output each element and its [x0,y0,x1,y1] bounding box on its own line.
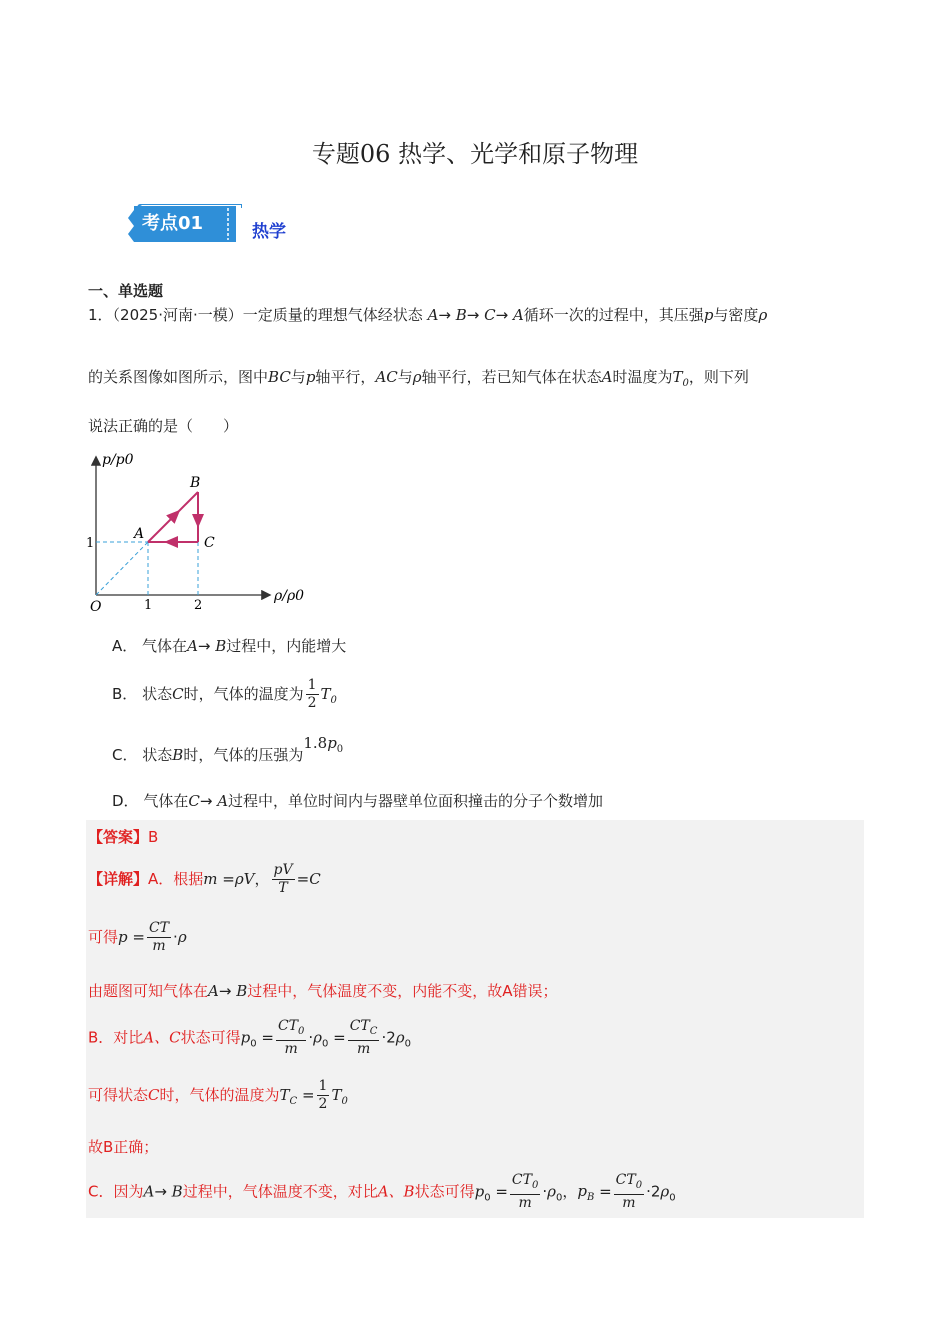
question-line-1: 1．（2025·河南·一模）一定质量的理想气体经状态 A→ B→ C→ A循环一次的过程中，其压强p与密度ρ [88,306,768,324]
option-a[interactable]: A． 气体在A→ B过程中，内能增大 [112,637,347,655]
section-heading: 一、单选题 [88,282,164,300]
tick-x-2: 2 [194,598,203,613]
question-line-3: 说法正确的是（ ） [88,417,239,435]
question-line-2: 的关系图像如图所示，图中BC与p轴平行，AC与ρ轴平行，若已知气体在状态A时温度为$T_0$，则下列 [88,368,749,389]
option-b[interactable]: B． 状态C时，气体的温度为 $\frac{1}{2}$ $T_0$ [112,677,337,711]
detail-line-1: 【详解】A．根据m =ρV， $\frac{pV}{T}$ =C [88,862,321,896]
detail-line-2: 可得p = $\frac{CT}{m}$ ·ρ [88,920,187,954]
detail-line-4: B．对比A、C状态可得$p_0$ = $\frac{CT_0}{m}$ $\cdot\rho_0$ = $\frac{CT_C}{m}$ $\cdot 2\rho_0$ [88,1018,411,1057]
page-title: 专题06 热学、光学和原子物理 [311,140,639,168]
detail-line-7: C．因为A→ B过程中，气体温度不变，对比A、B状态可得$p_0$ = $\frac{CT_0}{m}$ $\cdot\rho_0$，$p_B$ = $\frac{CT_0}{m}$ $\cdot 2\rho_0$ [88,1172,676,1211]
tick-y-1: 1 [86,536,95,551]
point-a-label: A [134,526,145,542]
topic-badge [124,204,242,248]
y-axis-label: p/p0 [102,452,134,468]
tick-x-1: 1 [144,598,153,613]
badge-label: 考点01 [142,213,204,234]
detail-line-5: 可得状态C时，气体的温度为$T_C$ = $\frac{1}{2}$ $T_0$ [88,1078,348,1112]
x-axis-label: ρ/ρ0 [274,588,305,604]
answer-line: 【答案】B [88,828,159,846]
point-b-label: B [190,475,201,491]
detail-line-6: 故B正确； [88,1138,159,1156]
option-c[interactable]: C． 状态B时，气体的压强为$1.8p_0$ [112,734,344,764]
p-rho-graph [84,450,314,615]
origin-label: O [90,599,102,615]
topic-title: 热学 [252,222,286,242]
point-c-label: C [204,535,215,551]
option-d[interactable]: D． 气体在C→ A过程中，单位时间内与器壁单位面积撞击的分子个数增加 [112,792,604,810]
detail-line-3: 由题图可知气体在A→ B过程中，气体温度不变，内能不变，故A错误； [88,982,558,1000]
